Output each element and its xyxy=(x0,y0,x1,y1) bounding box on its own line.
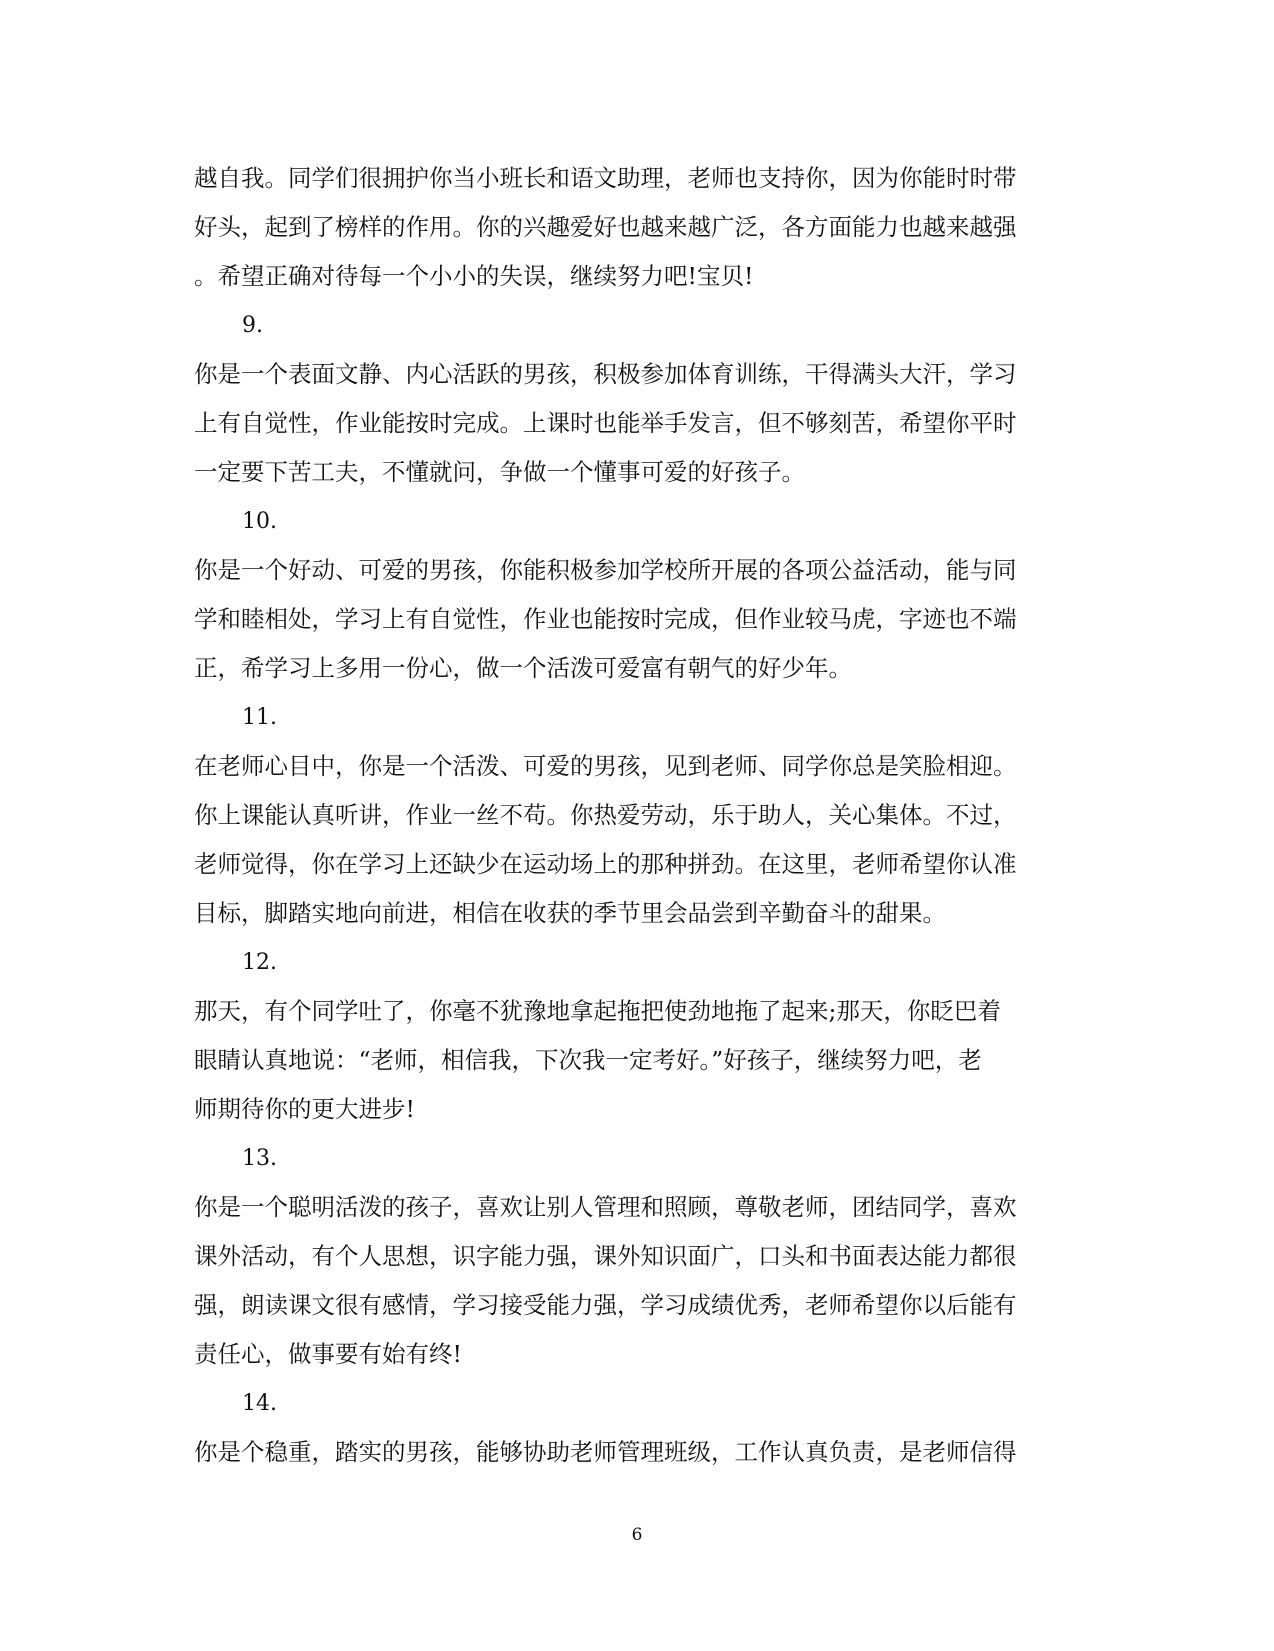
paragraph-line: 那天，有个同学吐了，你毫不犹豫地拿起拖把使劲地拖了起来;那天，你眨巴着 xyxy=(194,997,1001,1025)
item-number: 10. xyxy=(242,509,277,534)
paragraph-line: 责任心，做事要有始有终! xyxy=(194,1340,462,1368)
paragraph-line: 你是一个聪明活泼的孩子，喜欢让别人管理和照顾，尊敬老师，团结同学，喜欢 xyxy=(194,1193,1017,1221)
comment-paragraph xyxy=(194,154,1074,301)
paragraph-line: 正，希学习上多用一份心，做一个活泼可爱富有朝气的好少年。 xyxy=(194,654,852,682)
paragraph-line: 老师觉得，你在学习上还缺少在运动场上的那种拼劲。在这里，老师希望你认准 xyxy=(194,850,1017,878)
paragraph-line: 越自我。同学们很拥护你当小班长和语文助理，老师也支持你，因为你能时时带 xyxy=(194,164,1017,192)
item-number: 11. xyxy=(242,705,277,730)
paragraph-line: 眼睛认真地说：“老师，相信我，下次我一定考好。”好孩子，继续努力吧，老 xyxy=(194,1046,982,1074)
item-number: 13. xyxy=(242,1146,277,1171)
document-body xyxy=(194,154,1074,1477)
comment-paragraph xyxy=(194,1183,1074,1379)
paragraph-line: 。希望正确对待每一个小小的失误，继续努力吧!宝贝! xyxy=(194,262,754,290)
comment-paragraph xyxy=(194,742,1074,938)
paragraph-line: 在老师心目中，你是一个活泼、可爱的男孩，见到老师、同学你总是笑脸相迎。 xyxy=(194,752,1017,780)
comment-paragraph xyxy=(194,987,1074,1134)
paragraph-line: 上有自觉性，作业能按时完成。上课时也能举手发言，但不够刻苦，希望你平时 xyxy=(194,409,1017,437)
item-number: 14. xyxy=(242,1391,277,1416)
paragraph-line: 你是一个好动、可爱的男孩，你能积极参加学校所开展的各项公益活动，能与同 xyxy=(194,556,1017,584)
paragraph-line: 你是个稳重，踏实的男孩，能够协助老师管理班级，工作认真负责，是老师信得 xyxy=(194,1438,1017,1466)
paragraph-line: 学和睦相处，学习上有自觉性，作业也能按时完成，但作业较马虎，字迹也不端 xyxy=(194,605,1017,633)
paragraph-line: 课外活动，有个人思想，识字能力强，课外知识面广，口头和书面表达能力都很 xyxy=(194,1242,1017,1270)
paragraph-line: 好头，起到了榜样的作用。你的兴趣爱好也越来越广泛，各方面能力也越来越强 xyxy=(194,213,1017,241)
comment-paragraph xyxy=(194,350,1074,497)
page-number: 6 xyxy=(631,1525,643,1545)
comment-paragraph xyxy=(194,1428,1074,1477)
paragraph-line: 你是一个表面文静、内心活跃的男孩，积极参加体育训练，干得满头大汗，学习 xyxy=(194,360,1017,388)
paragraph-line: 目标，脚踏实地向前进，相信在收获的季节里会品尝到辛勤奋斗的甜果。 xyxy=(194,899,946,927)
paragraph-line: 一定要下苦工夫，不懂就问，争做一个懂事可爱的好孩子。 xyxy=(194,458,805,486)
item-number: 9. xyxy=(242,313,263,338)
paragraph-line: 你上课能认真听讲，作业一丝不苟。你热爱劳动，乐于助人，关心集体。不过， xyxy=(194,801,1017,829)
item-number: 12. xyxy=(242,950,277,975)
paragraph-line: 强，朗读课文很有感情，学习接受能力强，学习成绩优秀，老师希望你以后能有 xyxy=(194,1291,1017,1319)
comment-paragraph xyxy=(194,546,1074,693)
paragraph-line: 师期待你的更大进步! xyxy=(194,1095,415,1123)
